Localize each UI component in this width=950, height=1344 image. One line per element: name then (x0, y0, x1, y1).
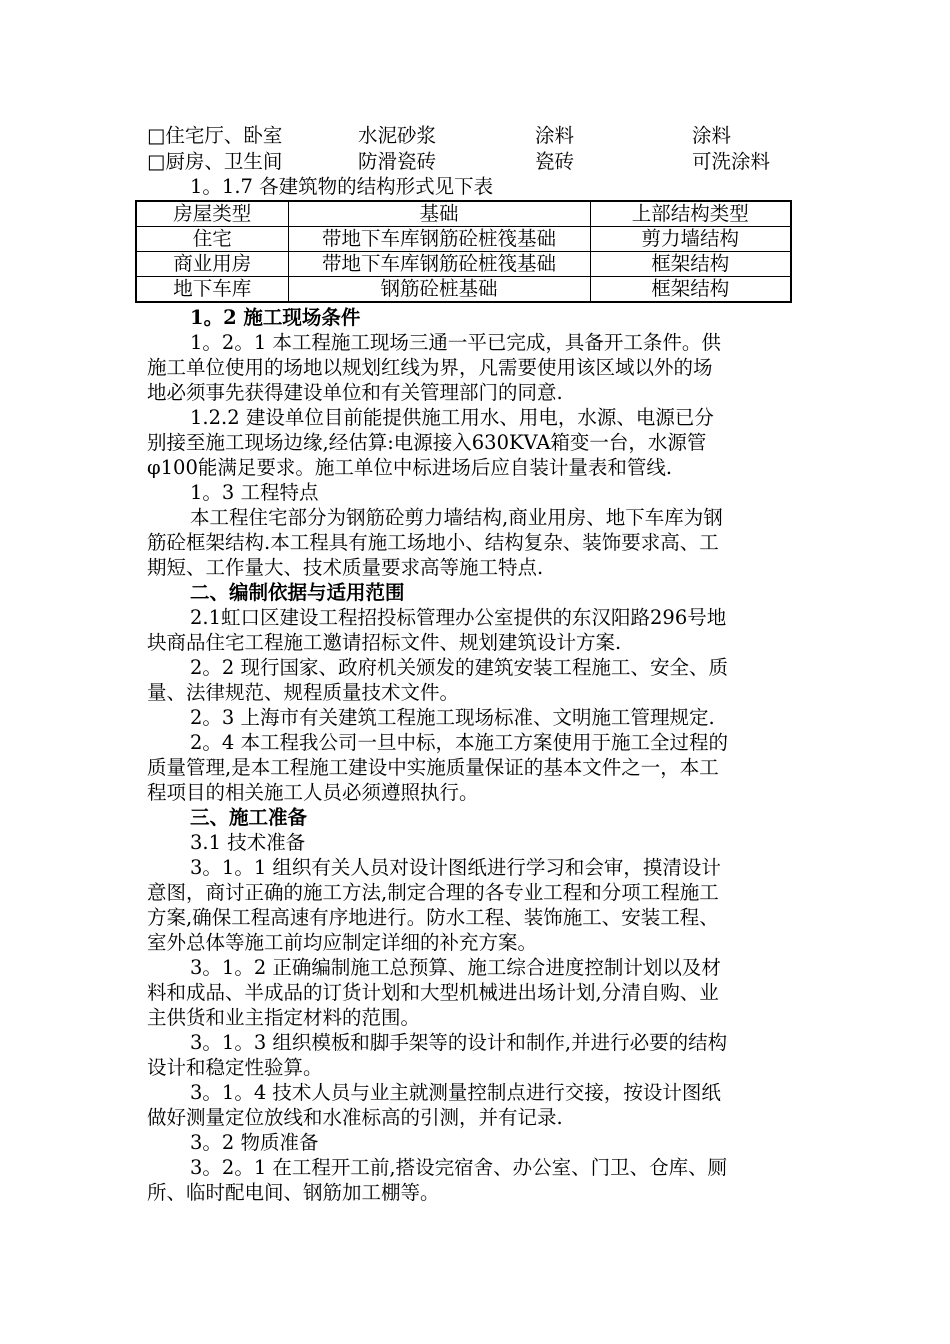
section-heading: 二、编制依据与适用范围 (190, 581, 405, 604)
paragraph-line: 别接至施工现场边缘,经估算:电源接入630KVA箱变一台，水源管 (147, 431, 707, 454)
table-cell: 带地下车库钢筋砼桩筏基础 (288, 227, 590, 252)
paragraph-line: 施工单位使用的场地以规划红线为界，凡需要使用该区域以外的场 (147, 356, 713, 379)
table-header-cell: 房屋类型 (136, 201, 288, 227)
finish-cell: 涂料 (535, 124, 575, 147)
paragraph-line: 程项目的相关施工人员必须遵照执行。 (147, 781, 479, 804)
paragraph-line: φ100能满足要求。施工单位中标进场后应自装计量表和管线. (147, 456, 673, 479)
paragraph-line: 方案,确保工程高速有序地进行。防水工程、装饰施工、安装工程、 (147, 906, 719, 929)
paragraph-line: 地必须事先获得建设单位和有关管理部门的同意. (147, 381, 563, 404)
table-row (136, 252, 791, 277)
table-row (136, 277, 791, 303)
paragraph-line: 料和成品、半成品的订货计划和大型机械进出场计划,分清自购、业 (147, 981, 719, 1004)
paragraph-line: 3。1。2 正确编制施工总预算、施工综合进度控制计划以及材 (190, 956, 721, 979)
paragraph-line: 质量管理,是本工程施工建设中实施质量保证的基本文件之一，本工 (147, 756, 719, 779)
paragraph-line: 1。2。1 本工程施工现场三通一平已完成，具备开工条件。供 (190, 331, 721, 354)
finish-cell: 防滑瓷砖 (358, 150, 437, 173)
paragraph-line: 期短、工作量大、技术质量要求高等施工特点. (147, 556, 544, 579)
table-cell: 框架结构 (590, 277, 791, 303)
section-heading: 3.1 技术准备 (190, 831, 306, 854)
finish-cell: 瓷砖 (535, 150, 575, 173)
paragraph-line: 2。3 上海市有关建筑工程施工现场标准、文明施工管理规定. (190, 706, 715, 729)
table-cell: 框架结构 (590, 252, 791, 277)
finish-cell: 可洗涂料 (692, 150, 771, 173)
structure-table (135, 200, 792, 303)
paragraph-line: 意图，商讨正确的施工方法,制定合理的各专业工程和分项工程施工 (147, 881, 719, 904)
paragraph-line: 3。1。1 组织有关人员对设计图纸进行学习和会审，摸清设计 (190, 856, 721, 879)
table-header-cell: 基础 (288, 201, 590, 227)
paragraph-line: 设计和稳定性验算。 (147, 1056, 323, 1079)
table-cell: 地下车库 (136, 277, 288, 303)
table-header-row (136, 201, 791, 227)
table-cell: 住宅 (136, 227, 288, 252)
paragraph-line: 筋砼框架结构.本工程具有施工场地小、结构复杂、装饰要求高、工 (147, 531, 719, 554)
paragraph-line: 3。2。1 在工程开工前,搭设完宿舍、办公室、门卫、仓库、厕 (190, 1156, 728, 1179)
paragraph-line: 块商品住宅工程施工邀请招标文件、规划建筑设计方案. (147, 631, 622, 654)
paragraph-line: 3。1。4 技术人员与业主就测量控制点进行交接，按设计图纸 (190, 1081, 721, 1104)
section-heading: 3。2 物质准备 (190, 1131, 319, 1154)
paragraph-line: 1。1.7 各建筑物的结构形式见下表 (190, 175, 494, 198)
section-heading: 1。2 施工现场条件 (190, 306, 361, 329)
paragraph-line: 做好测量定位放线和水准标高的引测，并有记录. (147, 1106, 563, 1129)
paragraph-line: 主供货和业主指定材料的范围。 (147, 1006, 421, 1029)
finish-cell: □厨房、卫生间 (147, 150, 283, 173)
section-heading: 1。3 工程特点 (190, 481, 319, 504)
finish-cell: □住宅厅、卧室 (147, 124, 283, 147)
table-cell: 带地下车库钢筋砼桩筏基础 (288, 252, 590, 277)
finish-cell: 涂料 (692, 124, 732, 147)
table-cell: 商业用房 (136, 252, 288, 277)
paragraph-line: 所、临时配电间、钢筋加工棚等。 (147, 1181, 440, 1204)
paragraph-line: 1.2.2 建设单位目前能提供施工用水、用电，水源、电源已分 (190, 406, 714, 429)
paragraph-line: 室外总体等施工前均应制定详细的补充方案。 (147, 931, 538, 954)
paragraph-line: 2。4 本工程我公司一旦中标，本施工方案使用于施工全过程的 (190, 731, 729, 754)
paragraph-line: 量、法律规范、规程质量技术文件。 (147, 681, 460, 704)
section-heading: 三、施工准备 (190, 806, 308, 829)
paragraph-line: 3。1。3 组织模板和脚手架等的设计和制作,并进行必要的结构 (190, 1031, 728, 1054)
table-cell: 剪力墙结构 (590, 227, 791, 252)
table-header-cell: 上部结构类型 (590, 201, 791, 227)
table-cell: 钢筋砼桩基础 (288, 277, 590, 303)
paragraph-line: 2。2 现行国家、政府机关颁发的建筑安装工程施工、安全、质 (190, 656, 729, 679)
finish-cell: 水泥砂浆 (358, 124, 437, 147)
paragraph-line: 2.1虹口区建设工程招投标管理办公室提供的东汉阳路296号地 (190, 606, 727, 629)
paragraph-line: 本工程住宅部分为钢筋砼剪力墙结构,商业用房、地下车库为钢 (190, 506, 723, 529)
table-row (136, 227, 791, 252)
